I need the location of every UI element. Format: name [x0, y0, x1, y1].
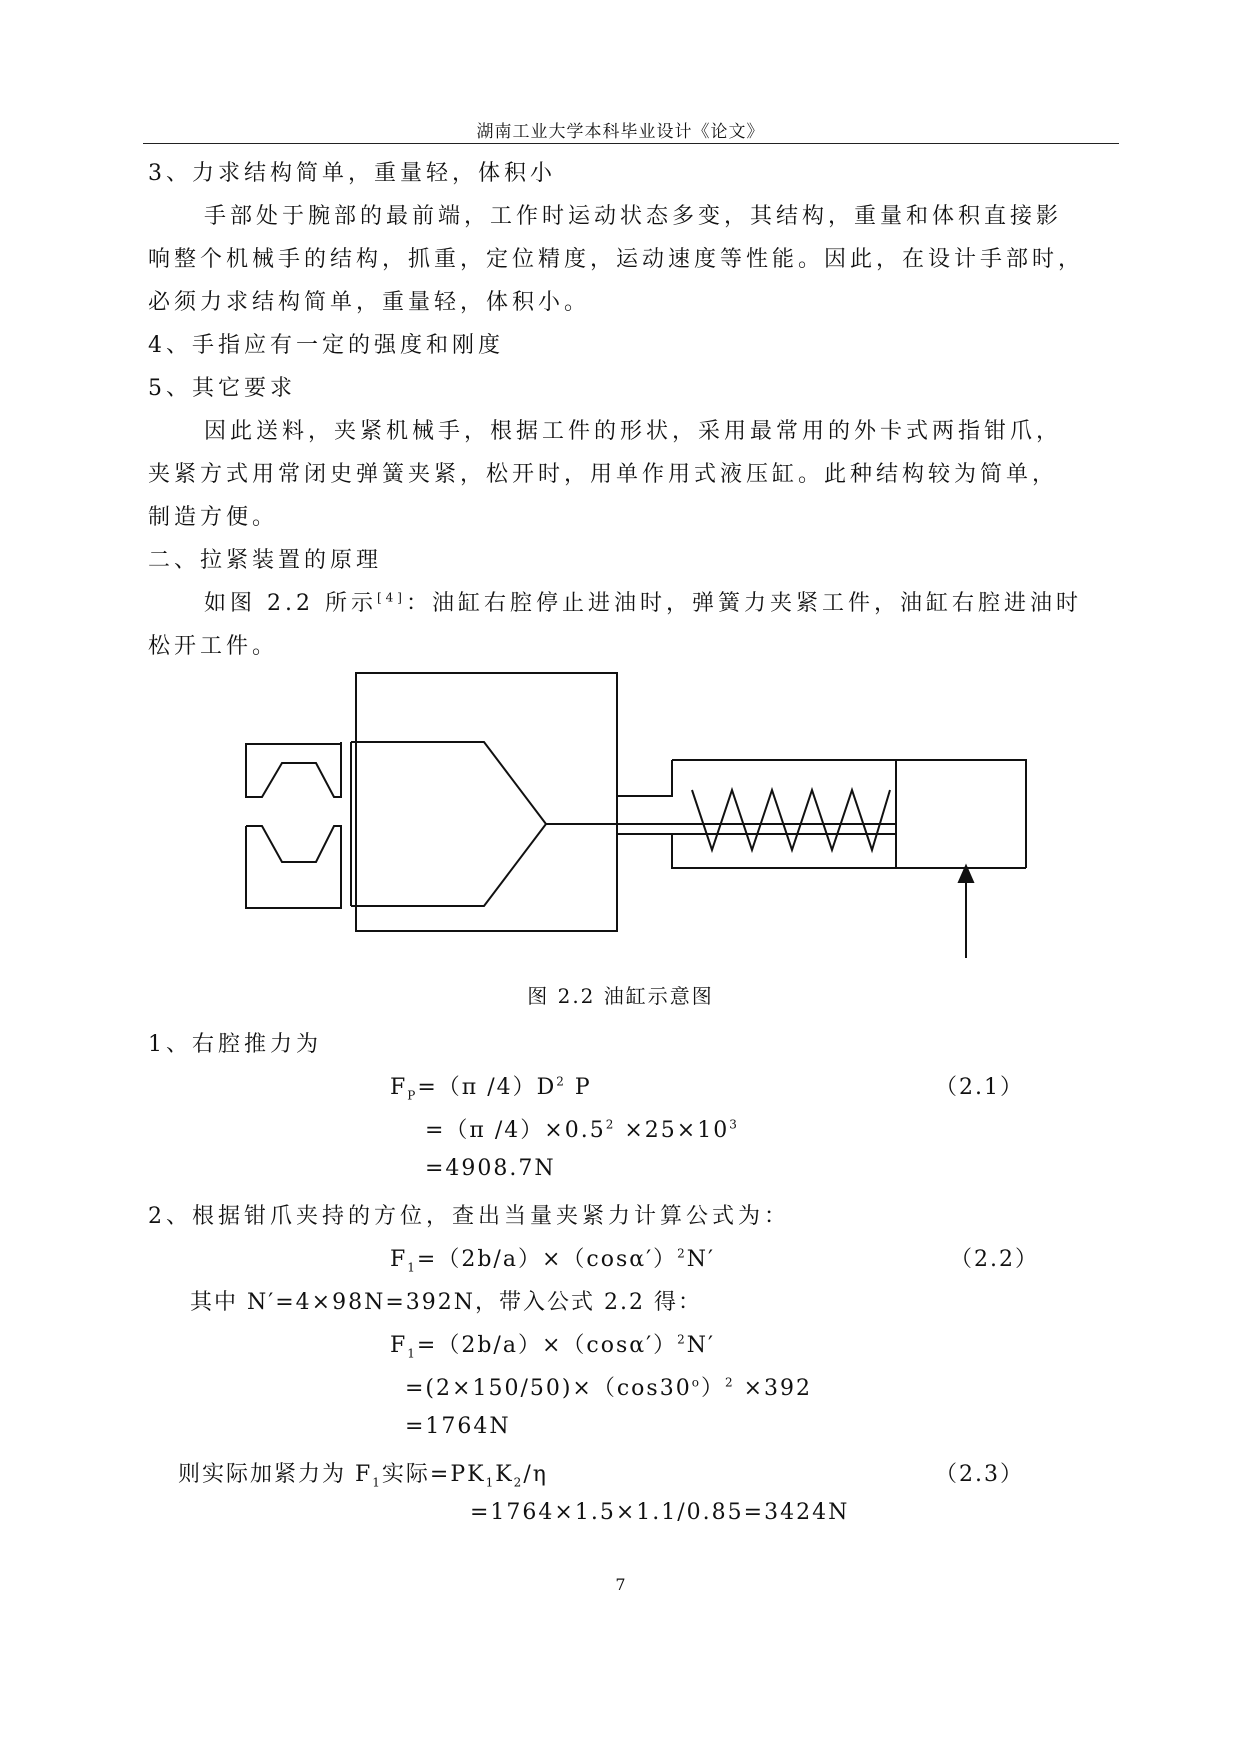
f1-substitution-line3: =1764N [405, 1414, 511, 1439]
page-number: 7 [615, 1575, 626, 1594]
principle-line1-pre: 如图 2.2 所示 [204, 591, 377, 616]
cylinder-barrel [672, 760, 1026, 868]
f1-substitution-line2: $=(2\times 150/50)\times(\cos 30^o)^2 \times 392$ [405, 1375, 813, 1401]
item4-heading: 4、手指应有一定的强度和刚度 [148, 333, 504, 358]
rod-neck [617, 760, 672, 796]
step1-heading: 1、右腔推力为 [148, 1032, 322, 1057]
actual-force-line: 则实际加紧力为 $F_1$实际$=PK_1K_2/\eta$ [178, 1462, 548, 1490]
housing-outline [356, 673, 617, 931]
item3-paragraph-line2: 响整个机械手的结构，抓重，定位精度，运动速度等性能。因此，在设计手部时， [148, 247, 1085, 272]
item5-heading: 5、其它要求 [148, 376, 296, 401]
where-line: 其中 N′=4×98N=392N，带入公式 2.2 得： [190, 1290, 702, 1315]
equation-number-2-3: （2.3） [935, 1462, 1024, 1487]
f1-formula: $F_1=(2b/a)\times(\cos\alpha')^2N'$ [390, 1246, 715, 1275]
fp-formula-line2: =（π $/4)\times 0.5^2 \times 25\times 10^3$ [425, 1117, 739, 1143]
equation-number-2-2: （2.2） [950, 1247, 1039, 1272]
item5-paragraph-line1: 因此送料，夹紧机械手，根据工件的形状，采用最常用的外卡式两指钳爪， [204, 419, 1063, 444]
item5-paragraph-line3: 制造方便。 [148, 505, 279, 530]
citation-ref: [4] [376, 590, 406, 605]
upper-jaw [246, 742, 341, 797]
running-header: 湖南工业大学本科毕业设计《论文》 [476, 122, 765, 142]
item3-heading: 3、力求结构简单，重量轻，体积小 [148, 161, 556, 186]
step2-heading: 2、根据钳爪夹持的方位，查出当量夹紧力计算公式为： [148, 1204, 790, 1229]
wedge-plunger [351, 742, 546, 906]
fp-formula-line3: =4908.7N [425, 1156, 556, 1181]
figure-caption: 图 2.2 油缸示意图 [527, 984, 714, 1008]
fp-formula-line1: $F_P=(\pi$ $/4)D^2$ P [390, 1074, 592, 1103]
equation-number-2-1: （2.1） [935, 1075, 1024, 1100]
principle-line2: 松开工件。 [148, 634, 279, 659]
principle-line1-post: ：油缸右腔停止进油时，弹簧力夹紧工件，油缸右腔进油时 [405, 591, 1082, 616]
cylinder-barrel-bottom [672, 834, 1026, 868]
item3-paragraph-line1: 手部处于腕部的最前端，工作时运动状态多变，其结构，重量和体积直接影 [204, 204, 1063, 229]
actual-force-result: =1764×1.5×1.1/0.85=3424N [470, 1500, 850, 1525]
f1-substitution-line1: $F_1=(2b/a)\times(\cos\alpha')^2N'$ [390, 1332, 715, 1361]
item3-paragraph-line3: 必须力求结构简单，重量轻，体积小。 [148, 290, 591, 315]
section2-heading: 二、拉紧装置的原理 [148, 548, 383, 573]
spring [692, 790, 890, 850]
item5-paragraph-line2: 夹紧方式用常闭史弹簧夹紧，松开时，用单作用式液压缸。此种结构较为简单， [148, 462, 1059, 487]
lower-jaw [246, 826, 341, 908]
